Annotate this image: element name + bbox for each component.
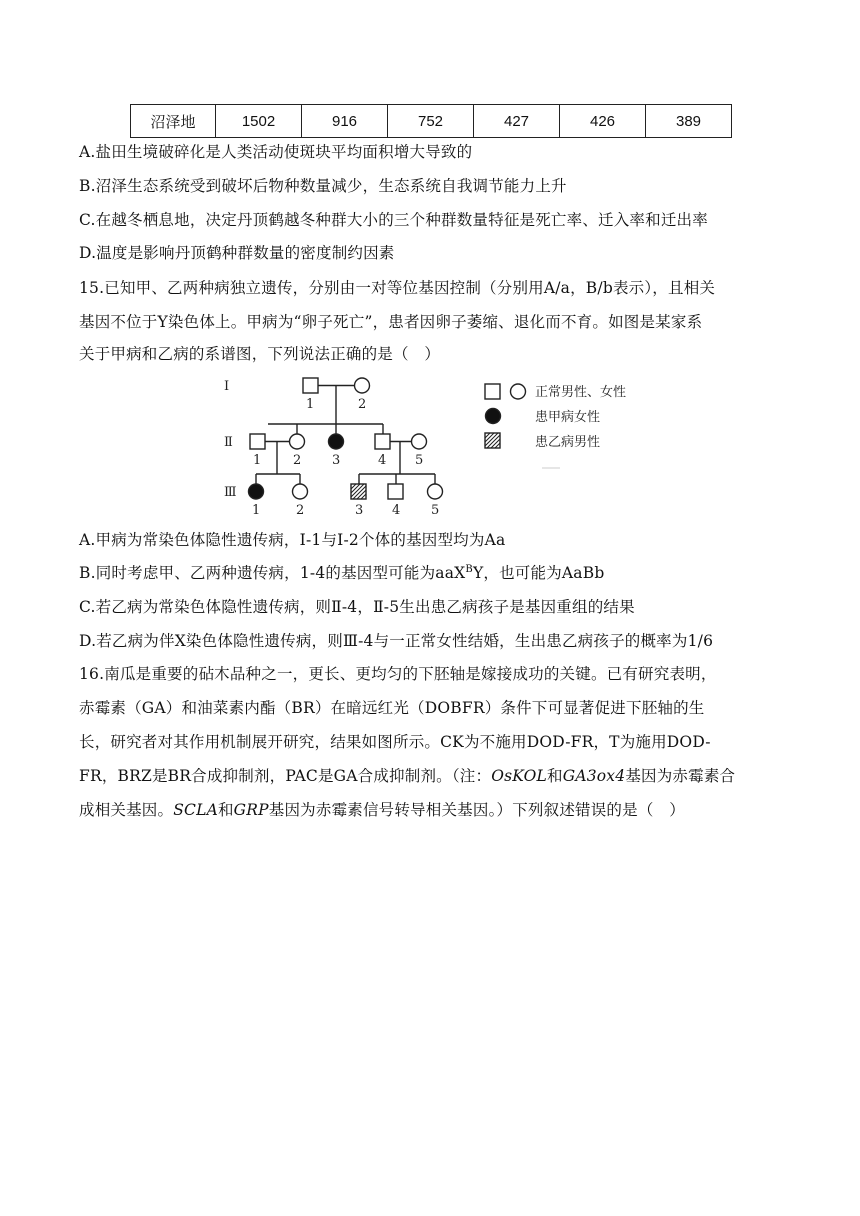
gene-name: GRP — [233, 801, 269, 819]
table-cell: 426 — [560, 105, 646, 138]
q16-text: 基因为赤霉素信号转导相关基因。）下列叙述错误的是（ ） — [268, 801, 685, 819]
q16-text: FR，BRZ是BR合成抑制剂，PAC是GA合成抑制剂。（注： — [79, 767, 492, 785]
gene-name: SCLA — [173, 801, 218, 819]
individual-number: 1 — [306, 397, 315, 412]
individual-number: 2 — [296, 503, 305, 518]
option-d-q14: D.温度是影响丹顶鹤种群数量的密度制约因素 — [79, 244, 395, 262]
legend-disease-b-label: 患乙病男性 — [535, 435, 601, 450]
legend-normal-label: 正常男性、女性 — [535, 385, 627, 400]
q16-text: 和 — [217, 801, 234, 819]
question-16-line5 — [79, 800, 685, 820]
individual-number: 5 — [415, 453, 424, 468]
question-16-line2: 赤霉素（GA）和油菜素内酯（BR）在暗远红光（DOBFR）条件下可显著促进下胚轴的生 — [79, 699, 705, 717]
option-a-q14: A.盐田生境破碎化是人类活动使斑块平均面积增大导致的 — [79, 143, 473, 161]
individual-number: 5 — [431, 503, 440, 518]
option-b-text: B.同时考虑甲、乙两种遗传病，1-4的基因型可能为aaX — [79, 564, 466, 582]
question-15-line1: 15.已知甲、乙两种病独立遗传，分别由一对等位基因控制（分别用A/a，B/b表示），且相关 — [79, 279, 716, 297]
option-c-q15: C.若乙病为常染色体隐性遗传病，则Ⅱ-4，Ⅱ-5生出患乙病孩子是基因重组的结果 — [79, 598, 635, 616]
pedigree-diagram — [220, 372, 640, 520]
table-row — [131, 105, 732, 138]
question-16-line3: 长，研究者对其作用机制展开研究，结果如图所示。CK为不施用DOD-FR，T为施用DOD- — [79, 733, 711, 751]
table-cell: 427 — [474, 105, 560, 138]
individual-number: 2 — [358, 397, 367, 412]
individual-number: 3 — [355, 503, 364, 518]
question-16-line4 — [79, 766, 735, 786]
gene-name: OsKOL — [491, 767, 548, 785]
individual-number: 4 — [378, 453, 387, 468]
superscript: B — [465, 563, 473, 575]
option-b-text-end: Y，也可能为AaBb — [472, 564, 605, 582]
table-cell: 沼泽地 — [131, 105, 216, 138]
individual-number: 2 — [293, 453, 302, 468]
table-cell: 1502 — [216, 105, 302, 138]
individual-number: 1 — [252, 503, 261, 518]
option-a-q15: A.甲病为常染色体隐性遗传病，I-1与I-2个体的基因型均为Aa — [79, 531, 506, 549]
option-d-q15: D.若乙病为伴X染色体隐性遗传病，则Ⅲ-4与一正常女性结婚，生出患乙病孩子的概率为1/6 — [79, 632, 714, 650]
generation-label: Ⅱ — [224, 435, 233, 450]
individual-number: 3 — [332, 453, 341, 468]
gene-name: GA3ox4 — [562, 767, 626, 785]
option-c-q14: C.在越冬栖息地，决定丹顶鹤越冬种群大小的三个种群数量特征是死亡率、迁入率和迁出率 — [79, 211, 708, 229]
generation-label: Ⅲ — [224, 485, 237, 500]
question-15-line3: 关于甲病和乙病的系谱图，下列说法正确的是（ ） — [79, 345, 441, 363]
table-cell: 752 — [388, 105, 474, 138]
legend-disease-a-label: 患甲病女性 — [535, 410, 601, 425]
q16-text: 成相关基因。 — [79, 801, 174, 819]
table-cell: 916 — [302, 105, 388, 138]
option-b-q15 — [79, 563, 604, 583]
option-b-q14: B.沼泽生态系统受到破坏后物种数量减少，生态系统自我调节能力上升 — [79, 177, 567, 195]
individual-number: 4 — [392, 503, 401, 518]
question-16-line1: 16.南瓜是重要的砧木品种之一，更长、更均匀的下胚轴是嫁接成功的关键。已有研究表明， — [79, 665, 717, 683]
table-cell: 389 — [646, 105, 732, 138]
question-15-line2: 基因不位于Y染色体上。甲病为“卵子死亡”，患者因卵子萎缩、退化而不育。如图是某家系 — [79, 313, 703, 331]
generation-label: I — [224, 379, 230, 394]
data-table — [130, 104, 732, 138]
q16-text: 和 — [547, 767, 563, 785]
individual-number: 1 — [253, 453, 262, 468]
q16-text: 基因为赤霉素合 — [625, 767, 736, 785]
